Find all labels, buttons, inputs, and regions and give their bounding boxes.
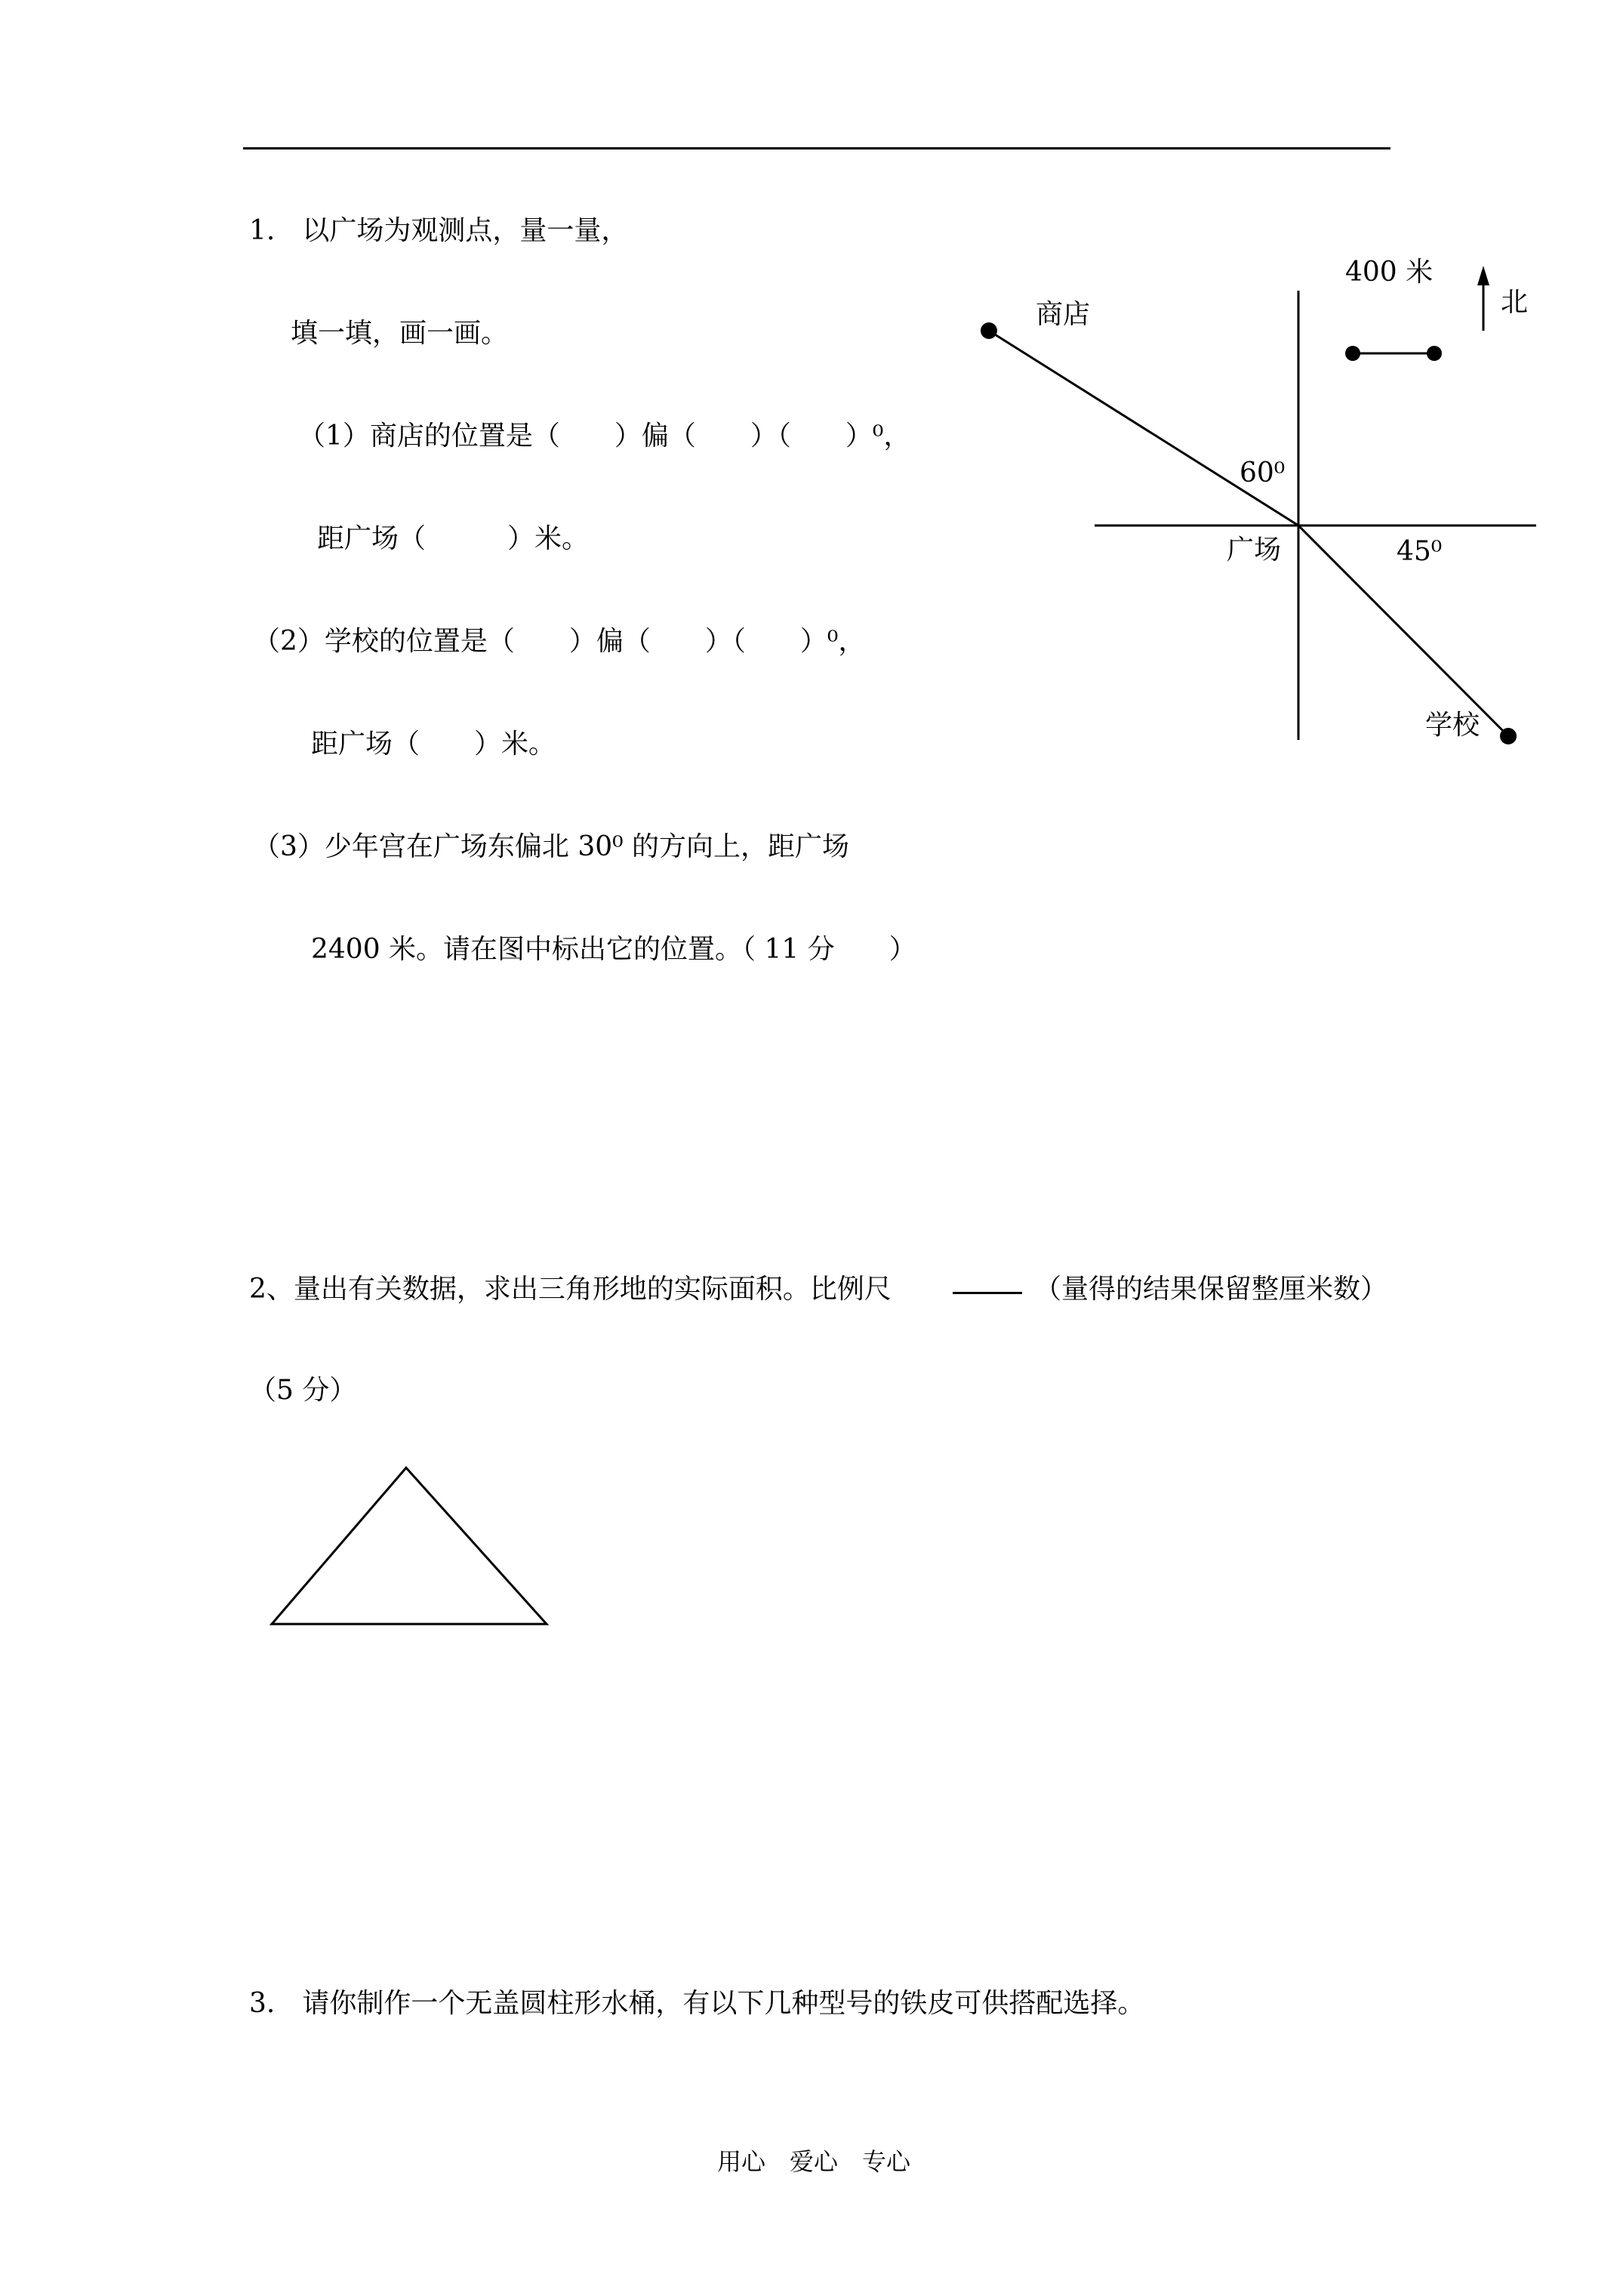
scale-ratio-line xyxy=(953,1292,1022,1294)
q1-part1-line2: 距广场（ ）米。 xyxy=(317,523,590,554)
shop-label: 商店 xyxy=(1036,299,1091,330)
q1-part2-line2: 距广场（ ）米。 xyxy=(311,729,556,760)
triangle-shape xyxy=(272,1468,547,1624)
direction-diagram xyxy=(951,249,1555,763)
shop-point xyxy=(981,322,997,339)
q1-part1-line1: （1）商店的位置是（ ）偏（ ）（ ）⁰， xyxy=(298,421,911,451)
q1-part3-line1: （3）少年宫在广场东偏北 30⁰ 的方向上，距广场 xyxy=(253,831,850,862)
shop-line xyxy=(989,331,1298,525)
scale-bar-start-dot xyxy=(1345,346,1360,361)
triangle-figure xyxy=(264,1457,566,1638)
shop-angle-label: 60⁰ xyxy=(1240,458,1286,488)
north-label: 北 xyxy=(1501,287,1529,318)
q3-line1: 3. 请你制作一个无盖圆柱形水桶，有以下几种型号的铁皮可供搭配选择。 xyxy=(249,1988,1145,2019)
scale-label: 400 米 xyxy=(1345,257,1434,288)
q2-line2: （5 分） xyxy=(249,1375,357,1406)
q2-line1-part-b: （量得的结果保留整厘米数） xyxy=(1034,1274,1388,1305)
school-label: 学校 xyxy=(1425,710,1480,741)
q2-line1-part-a: 2、量出有关数据，求出三角形地的实际面积。比例尺 xyxy=(249,1274,892,1305)
school-point xyxy=(1500,728,1517,744)
north-arrow-icon xyxy=(1477,266,1489,285)
q1-part2-line1: （2）学校的位置是（ ）偏（ ）（ ）⁰， xyxy=(253,626,866,657)
header-rule xyxy=(243,147,1390,149)
q1-line2: 填一填，画一画。 xyxy=(291,318,509,349)
school-angle-label: 45⁰ xyxy=(1397,536,1443,567)
q1-line1: 1. 以广场为观测点，量一量， xyxy=(249,215,629,246)
scale-bar-end-dot xyxy=(1427,346,1442,361)
q1-part3-line2: 2400 米。请在图中标出它的位置。（ 11 分 ） xyxy=(311,934,916,965)
page-footer: 用心 爱心 专心 xyxy=(717,2147,911,2176)
center-label: 广场 xyxy=(1227,535,1282,566)
